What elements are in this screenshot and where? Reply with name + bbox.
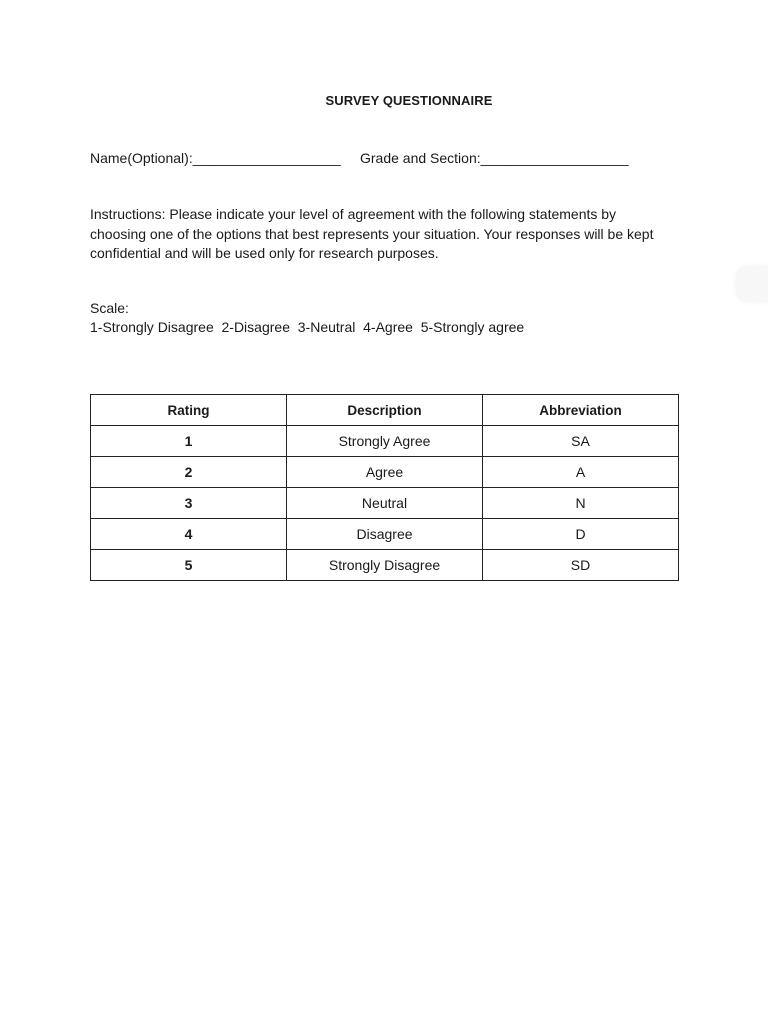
- header-abbreviation: Abbreviation: [483, 395, 679, 426]
- abbreviation-cell: SD: [483, 550, 679, 581]
- table-header-row: [91, 395, 679, 426]
- side-panel-tab[interactable]: [736, 266, 768, 302]
- description-cell: Neutral: [287, 488, 483, 519]
- abbreviation-cell: A: [483, 457, 679, 488]
- instructions-paragraph: Instructions: Please indicate your level of agreement with the following statements by choosing one of the options that best represents your situation. Your responses will be kept confidential and will be used only for research purposes.: [90, 206, 654, 261]
- description-cell: Agree: [287, 457, 483, 488]
- abbreviation-cell: SA: [483, 426, 679, 457]
- table-row: [91, 457, 679, 488]
- scale-values: 1-Strongly Disagree 2-Disagree 3-Neutral 4-Agree 5-Strongly agree: [90, 319, 525, 335]
- rating-cell: 1: [91, 426, 287, 457]
- rating-cell: 4: [91, 519, 287, 550]
- scale-label: Scale:: [90, 300, 129, 316]
- description-cell: Strongly Agree: [287, 426, 483, 457]
- header-rating: Rating: [91, 395, 287, 426]
- rating-cell: 3: [91, 488, 287, 519]
- table-row: [91, 519, 679, 550]
- rating-cell: 5: [91, 550, 287, 581]
- rating-cell: 2: [91, 457, 287, 488]
- header-description: Description: [287, 395, 483, 426]
- abbreviation-cell: N: [483, 488, 679, 519]
- description-cell: Disagree: [287, 519, 483, 550]
- table-row: [91, 488, 679, 519]
- grade-section-field: Grade and Section:___________________: [360, 150, 629, 166]
- abbreviation-cell: D: [483, 519, 679, 550]
- table-row: [91, 550, 679, 581]
- name-field: Name(Optional):___________________: [90, 150, 341, 166]
- page-title: SURVEY QUESTIONNAIRE: [325, 93, 493, 108]
- rating-table: [90, 394, 679, 581]
- description-cell: Strongly Disagree: [287, 550, 483, 581]
- table-row: [91, 426, 679, 457]
